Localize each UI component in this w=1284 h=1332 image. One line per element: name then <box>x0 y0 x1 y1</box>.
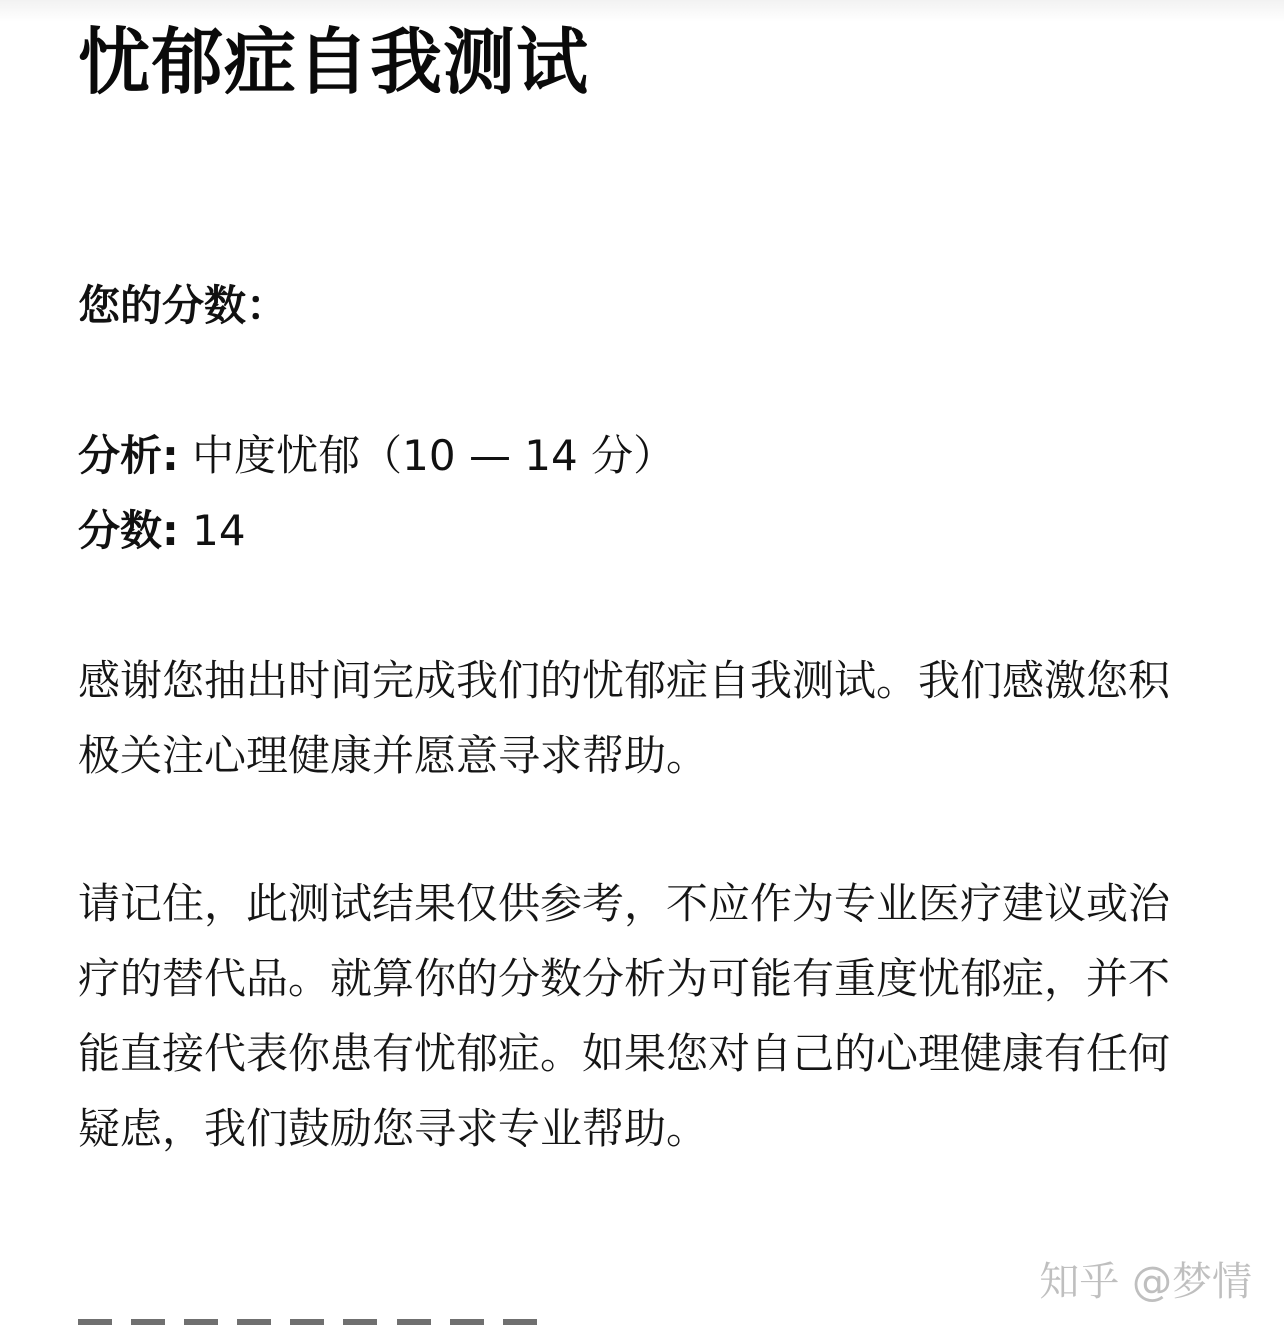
cutoff-text-row <box>78 1318 551 1332</box>
page-title: 忧郁症自我测试 <box>78 20 590 104</box>
cutoff-glyph <box>343 1319 377 1332</box>
score-label: 分数: <box>78 506 179 555</box>
cutoff-glyph <box>131 1319 165 1332</box>
analysis-label: 分析: <box>78 431 179 480</box>
score-value: 14 <box>192 506 246 555</box>
cutoff-glyph <box>397 1319 431 1332</box>
cutoff-glyph <box>290 1319 324 1332</box>
cutoff-glyph <box>184 1319 218 1332</box>
thanks-paragraph: 感谢您抽出时间完成我们的忧郁症自我测试。我们感激您积极关注心理健康并愿意寻求帮助。 <box>78 656 1171 780</box>
score-row <box>78 505 246 557</box>
watermark: 知乎 @梦情 <box>1039 1259 1252 1305</box>
score-heading: 您的分数： <box>78 281 289 330</box>
cutoff-glyph <box>78 1319 112 1332</box>
disclaimer-paragraph: 请记住，此测试结果仅供参考，不应作为专业医疗建议或治疗的替代品。就算你的分数分析为可能有重度忧郁症，并不能直接代表你患有忧郁症。如果您对自己的心理健康有任何疑虑，我们鼓励您寻求专业帮助。 <box>78 879 1171 1153</box>
cutoff-glyph <box>503 1319 537 1332</box>
analysis-value: 中度忧郁（10 — 14 分） <box>192 431 676 480</box>
cutoff-glyph <box>450 1319 484 1332</box>
cutoff-glyph <box>237 1319 271 1332</box>
analysis-row <box>78 430 675 482</box>
